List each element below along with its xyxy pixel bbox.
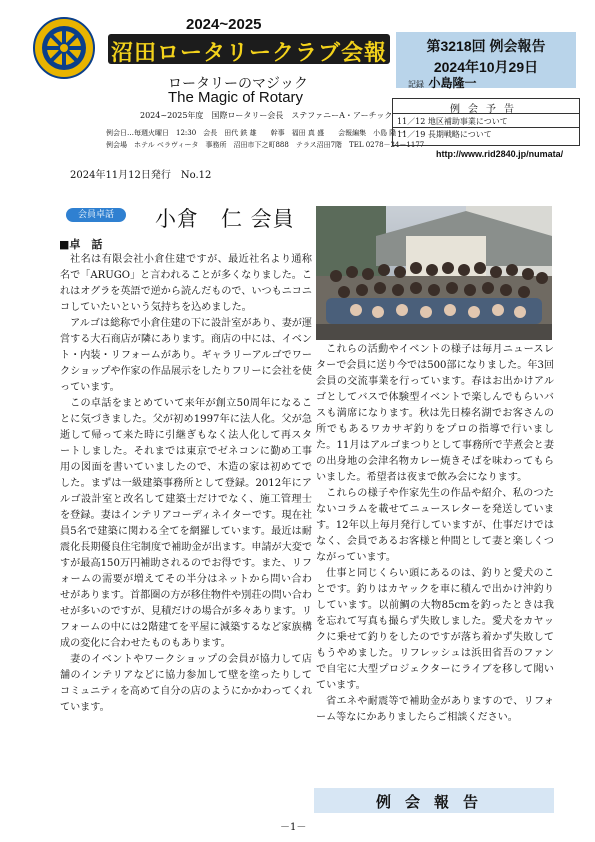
article-paragraph: これらの様子や作家先生の作品や紹介、私のつたないコラムを載せてニュースレターを発送しています。12年以上毎月発行していますが、仕事だけではなく、会員であるお客様と仲間として妻と楽しくつながっています。 — [316, 488, 554, 563]
article-paragraph: これらの活動やイベントの様子は毎月ニュースレターで会員に送り今では500部になりました。年3回会員の交流事業を行っています。春はお出かけアルゴとしてバスで体験型イベントで楽しんでもらいバスも満席になります。秋は先日榛名湖でお客さんの所でもあるワカサギ釣りをプロの指導で行いました。11月はアルゴまつりとして事務所で芋煮会と妻の出身地の会津名物カレー焼きそばを味わってもらいました。希望者は夜まで飲み会になります。 — [316, 344, 554, 483]
theme-japanese: ロータリーのマジック — [168, 76, 308, 92]
meeting-schedule-box — [392, 98, 580, 146]
page-number: －1－ — [280, 822, 307, 833]
speaker-name: 小倉 仁 会員 — [155, 207, 295, 231]
meeting-report-date: 2024年10月29日 — [433, 59, 539, 75]
section-label: ■卓 話 — [59, 238, 103, 251]
website-link[interactable]: http://www.rid2840.jp/numata/ — [436, 149, 564, 159]
theme-english: The Magic of Rotary — [168, 89, 304, 106]
article-paragraph: この卓話をまとめていて来年が創立50周年になることに気づきました。父が初め1997年に法人化。父が急逝して帰って来た時に引継ぎもなく法人化して再スタートしました。それまでは東京でゼネコンに勤め工事用の図面を書いていましたので、木造の家は初めてでした。まずは一級建築事務所として登録。2012年にアルゴ設計室と改名して建築士だけでなく、施工管理士を登録。妻はインテリアコーディネイターです。現在社員5名で建築に関わる全てを網羅しています。最近は耐震化長期優良住宅制度で補助金が出ます。申請が大変ですが最高150万円補助されるのでお得です。また、リフォームの需要が増えてその半分はネットから問い合わせがあります。首都圏の方が移住物件や別荘の問い合わせが多いのですが、見積だけの場合が多々あります。リフォームの中には2階建てを平屋に減築するなど家族構成の変化に合わせたものもあります。 — [60, 398, 312, 649]
club-years: 2024~2025 — [186, 16, 262, 33]
recorder-line — [408, 74, 477, 91]
schedule-item: 11／19 長期戦略について — [397, 130, 492, 139]
meeting-report-section-title: 例会報告 — [375, 793, 492, 811]
article-paragraph: 社名は有限会社小倉住建ですが、最近社名より通称名で「ARUGO」と言われることが多くなりました。これはオグラを英語で逆から読んだもので、いつもニコニコしていたいという気持ちを込めました。 — [60, 254, 312, 313]
member-talk-badge: 会員卓話 — [66, 208, 126, 222]
recorder-label: 記録 — [408, 80, 424, 89]
article-paragraph: 仕事と同じくらい頭にあるのは、釣りと愛犬のことです。釣りはカヤックを車に積んで出かけ沖釣りしています。以前鯛の大物85cmを釣ったときは我を忘れて写真も撮らず失敗しました。愛犬をカヤックに乗せて釣りをしたのですが落ち着かず失敗してもうやめました。リフレッシュは浜田省吾のファンで自宅に大型プロジェクターにライブを移して聞いています。 — [316, 568, 554, 691]
meeting-report-section-bar — [314, 788, 554, 813]
schedule-divider — [393, 127, 579, 128]
article-paragraph: アルゴは総称で小倉住建の下に設計室があり、妻が運営する大石商店が隣にあります。商店の中には、イベント・内装・リフォームがあり。ギャラリーアルゴでワークショップや作家の作品展示をしたりフリーに会社を使っています。 — [60, 318, 312, 393]
article-column-right — [316, 342, 554, 726]
schedule-item: 11／12 地区補助事業について — [397, 117, 508, 126]
club-name-banner — [108, 34, 390, 64]
club-info-line-1: 例会日…毎週火曜日 12:30 会長 田代 鉄 雄 幹事 福田 真 盛 会報編集 小島 隆 一 — [106, 129, 406, 137]
club-name: 沼田ロータリークラブ会報 — [110, 40, 387, 65]
club-info-line-2: 例会場 ホテル ベラヴィータ 事務所 沼田市下之町888 テラス沼田7階 TEL 0278－24－1177 — [106, 141, 425, 149]
group-photo — [316, 206, 552, 340]
schedule-title: 例会予告 — [393, 100, 579, 114]
article-column-left — [60, 252, 312, 716]
meeting-report-title: 第3218回 例会報告 — [426, 38, 546, 54]
recorder-name: 小島隆一 — [428, 76, 477, 90]
ri-president-line: 2024~2025年度 国際ロータリー会長 ステファニーA・アーチック — [140, 111, 393, 120]
rotary-logo — [32, 16, 96, 80]
issue-date: 2024年11月12日発行 No.12 — [70, 170, 212, 181]
article-paragraph: 妻のイベントやワークショップの会員が協力して店舗のインテリアなどに協力参加して壁を塗ったりしてコミュニティを高めて自分の店のようにかかわってくれています。 — [60, 654, 312, 713]
article-paragraph: 省エネや耐震等で補助金がありますので、リフォーム等なにかありましたらご相談ください。 — [316, 696, 554, 723]
